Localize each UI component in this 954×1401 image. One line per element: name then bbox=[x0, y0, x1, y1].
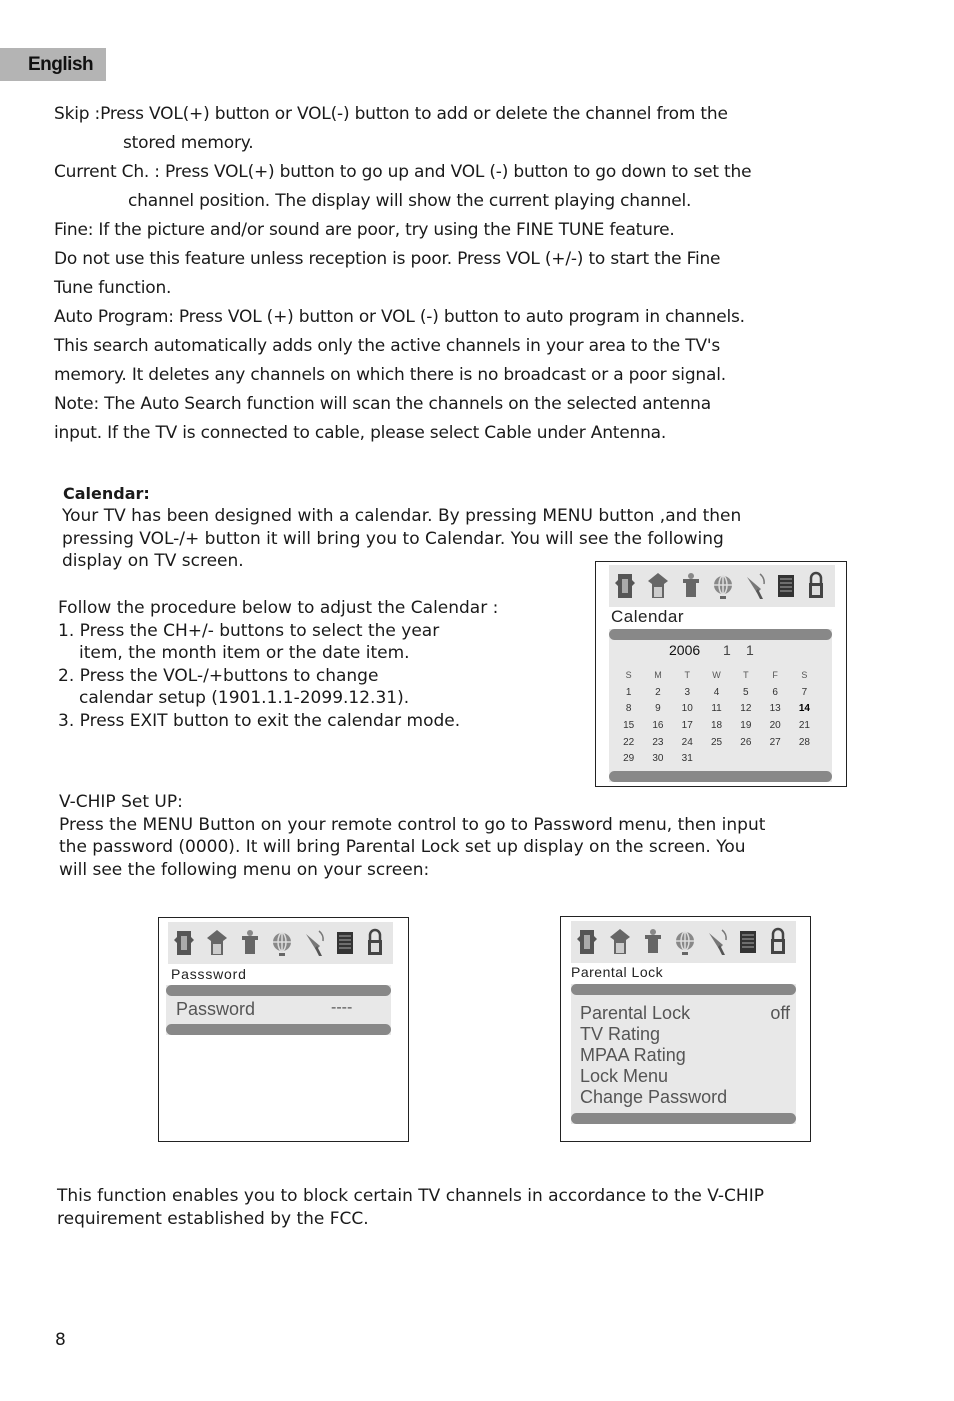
calendar-day-cell[interactable]: 15 bbox=[623, 719, 635, 731]
menu-item-change-password[interactable]: Change Password bbox=[580, 1087, 728, 1107]
calendar-screen bbox=[595, 561, 847, 787]
calendar-day-cell[interactable]: 6 bbox=[772, 686, 778, 698]
intro-line: memory. It deletes any channels on which there is no broadcast or a poor signal. bbox=[54, 365, 726, 385]
menu-icon-bar bbox=[571, 921, 796, 963]
calendar-day-cell[interactable]: 8 bbox=[625, 703, 632, 715]
intro-text bbox=[54, 100, 844, 448]
function-icon bbox=[271, 928, 293, 958]
calendar-heading: Calendar: bbox=[63, 484, 150, 503]
weekday-header: W bbox=[712, 670, 721, 681]
intro-line: Skip :Press VOL(+) button or VOL(-) button to add or delete the channel from the bbox=[54, 104, 728, 124]
calendar-day-cell[interactable]: 24 bbox=[681, 736, 693, 748]
intro-line: Do not use this feature unless reception is poor. Press VOL (+/-) to start the Fine bbox=[54, 249, 721, 269]
weekday-row bbox=[614, 667, 819, 684]
parental-menu bbox=[580, 1003, 790, 1108]
calendar-procedure bbox=[58, 597, 558, 732]
calendar-panel bbox=[609, 629, 832, 782]
setup-icon bbox=[239, 928, 261, 958]
calendar-day-cell[interactable]: 18 bbox=[710, 719, 723, 731]
calendar-day-cell[interactable]: 28 bbox=[798, 736, 810, 748]
picture-icon bbox=[173, 928, 195, 958]
calendar-year[interactable]: 2006 bbox=[669, 642, 701, 658]
menu-icon-bar bbox=[168, 922, 393, 964]
lock-icon bbox=[768, 927, 788, 957]
function-icon bbox=[712, 571, 734, 601]
intro-line: stored memory. bbox=[123, 133, 254, 153]
calendar-week-row bbox=[614, 750, 819, 767]
password-label: Password bbox=[176, 999, 256, 1019]
menu-item-lock-menu[interactable]: Lock Menu bbox=[580, 1066, 669, 1086]
vchip-heading: V-CHIP Set UP: bbox=[59, 792, 183, 812]
calendar-day-cell[interactable]: 25 bbox=[710, 736, 723, 748]
calendar-day-cell[interactable]: 31 bbox=[681, 753, 693, 765]
sound-icon bbox=[646, 571, 670, 601]
intro-line: channel position. The display will show the current playing channel. bbox=[128, 191, 692, 211]
setup-icon bbox=[680, 571, 702, 601]
parental-lock-screen bbox=[560, 916, 811, 1142]
calendar-day-cell[interactable]: 19 bbox=[740, 719, 752, 731]
calendar-icon bbox=[738, 927, 758, 957]
antenna-icon bbox=[303, 928, 325, 958]
calendar-day-cell[interactable]: 11 bbox=[711, 703, 722, 715]
vchip-line: Press the MENU Button on your remote control to go to Password menu, then input bbox=[59, 814, 766, 835]
calendar-day-cell[interactable]: 21 bbox=[798, 719, 810, 731]
calendar-day-cell bbox=[790, 750, 819, 767]
calendar-day-cell[interactable]: 20 bbox=[769, 719, 781, 731]
procedure-line: Follow the procedure below to adjust the Calendar : bbox=[58, 598, 499, 618]
picture-icon bbox=[614, 571, 636, 601]
menu-icon-bar bbox=[609, 565, 835, 607]
intro-line: Note: The Auto Search function will scan the channels on the selected antenna bbox=[54, 394, 711, 414]
lock-icon bbox=[806, 571, 826, 601]
password-input[interactable]: ---- bbox=[331, 999, 353, 1016]
weekday-header: M bbox=[654, 670, 662, 681]
weekday-header: S bbox=[625, 670, 632, 681]
intro-line: Tune function. bbox=[54, 278, 172, 298]
calendar-day-cell[interactable]: 3 bbox=[684, 686, 691, 698]
calendar-day-cell bbox=[760, 750, 789, 767]
weekday-header: T bbox=[743, 670, 749, 681]
menu-item-parental-lock[interactable] bbox=[580, 1003, 790, 1024]
weekday-header: T bbox=[684, 670, 690, 681]
antenna-icon bbox=[706, 927, 728, 957]
procedure-line: calendar setup (1901.1.1-2099.12.31). bbox=[79, 688, 410, 708]
intro-line: This search automatically adds only the active channels in your area to the TV's bbox=[54, 336, 721, 356]
calendar-day-cell[interactable]: 14 bbox=[798, 703, 810, 715]
menu-item-label: Parental Lock bbox=[580, 1003, 691, 1023]
procedure-line: 3. Press EXIT button to exit the calendar mode. bbox=[58, 710, 461, 731]
calendar-week-row bbox=[614, 684, 819, 701]
procedure-line: 2. Press the VOL-/+buttons to change bbox=[58, 665, 379, 686]
calendar-day-cell[interactable]: 4 bbox=[713, 686, 720, 698]
panel-bottom-bar bbox=[166, 1024, 391, 1035]
page-number: 8 bbox=[55, 1330, 66, 1350]
footer-line: requirement established by the FCC. bbox=[57, 1209, 369, 1229]
calendar-week-row bbox=[614, 734, 819, 751]
antenna-icon bbox=[744, 571, 766, 601]
setup-icon bbox=[642, 927, 664, 957]
lock-icon bbox=[365, 928, 385, 958]
procedure-line: item, the month item or the date item. bbox=[79, 643, 410, 663]
calendar-day-cell[interactable]: 22 bbox=[623, 736, 635, 748]
calendar-intro-line: Your TV has been designed with a calendar. By pressing MENU button ,and then bbox=[62, 506, 742, 526]
calendar-day-cell[interactable]: 27 bbox=[769, 736, 781, 748]
parental-lock-value: off bbox=[770, 1003, 790, 1023]
calendar-icon bbox=[335, 928, 355, 958]
function-icon bbox=[674, 927, 696, 957]
calendar-month[interactable]: 1 bbox=[723, 642, 731, 658]
calendar-day-cell bbox=[731, 750, 760, 767]
calendar-day-cell[interactable]: 30 bbox=[652, 753, 664, 765]
intro-line: Fine: If the picture and/or sound are poor, try using the FINE TUNE feature. bbox=[54, 220, 675, 240]
vchip-section bbox=[59, 791, 829, 881]
sound-icon bbox=[608, 927, 632, 957]
sound-icon bbox=[205, 928, 229, 958]
password-screen-title: Passsword bbox=[171, 966, 247, 982]
calendar-intro-line: display on TV screen. bbox=[62, 551, 244, 571]
calendar-week-row bbox=[614, 717, 819, 734]
calendar-day-cell[interactable]: 17 bbox=[681, 719, 693, 731]
calendar-day-cell[interactable]: 5 bbox=[743, 686, 749, 698]
vchip-line: the password (0000). It will bring Parental Lock set up display on the screen. You bbox=[59, 837, 746, 857]
intro-line: Auto Program: Press VOL (+) button or VOL (-) button to auto program in channels. bbox=[54, 307, 745, 327]
panel-top-bar bbox=[166, 985, 391, 996]
calendar-day-cell[interactable]: 16 bbox=[652, 719, 664, 731]
footer-line: This function enables you to block certain TV channels in accordance to the V-CHIP bbox=[57, 1186, 764, 1206]
calendar-day[interactable]: 1 bbox=[746, 642, 754, 658]
vchip-line: will see the following menu on your screen: bbox=[59, 859, 430, 880]
calendar-day-cell[interactable]: 13 bbox=[769, 703, 781, 715]
menu-item-tv-rating[interactable]: TV Rating bbox=[580, 1024, 661, 1044]
calendar-day-cell bbox=[702, 750, 731, 767]
parental-panel bbox=[571, 984, 796, 1124]
panel-bottom-bar bbox=[609, 771, 832, 782]
calendar-screen-title: Calendar bbox=[611, 607, 684, 626]
weekday-header: F bbox=[772, 670, 778, 681]
calendar-week-row bbox=[614, 700, 819, 717]
intro-line: input. If the TV is connected to cable, please select Cable under Antenna. bbox=[54, 423, 667, 443]
calendar-day-cell[interactable]: 1 bbox=[625, 686, 632, 698]
panel-top-bar bbox=[571, 984, 796, 995]
calendar-grid bbox=[614, 667, 819, 767]
footer-text bbox=[57, 1185, 857, 1231]
calendar-day-cell[interactable]: 10 bbox=[681, 703, 693, 715]
calendar-day-cell[interactable]: 29 bbox=[623, 753, 635, 765]
panel-bottom-bar bbox=[571, 1113, 796, 1124]
calendar-day-cell[interactable]: 9 bbox=[655, 703, 661, 715]
menu-item-mpaa-rating[interactable]: MPAA Rating bbox=[580, 1045, 686, 1065]
intro-line: Current Ch. : Press VOL(+) button to go up and VOL (-) button to go down to set the bbox=[54, 162, 752, 182]
calendar-day-cell[interactable]: 12 bbox=[740, 703, 752, 715]
procedure-line: 1. Press the CH+/- buttons to select the year bbox=[58, 620, 440, 641]
calendar-intro-line: pressing VOL-/+ button it will bring you to Calendar. You will see the following bbox=[62, 528, 724, 549]
calendar-day-cell[interactable]: 23 bbox=[652, 736, 664, 748]
language-tab: English bbox=[0, 48, 106, 81]
picture-icon bbox=[576, 927, 598, 957]
calendar-day-cell[interactable]: 26 bbox=[740, 736, 752, 748]
password-panel bbox=[166, 985, 391, 1035]
calendar-day-cell[interactable]: 7 bbox=[801, 686, 808, 698]
panel-top-bar bbox=[609, 629, 832, 640]
weekday-header: S bbox=[801, 670, 808, 681]
calendar-icon bbox=[776, 571, 796, 601]
password-screen bbox=[158, 917, 409, 1142]
calendar-weeks bbox=[614, 684, 819, 767]
calendar-day-cell[interactable]: 2 bbox=[655, 686, 661, 698]
parental-screen-title: Parental Lock bbox=[571, 964, 664, 980]
